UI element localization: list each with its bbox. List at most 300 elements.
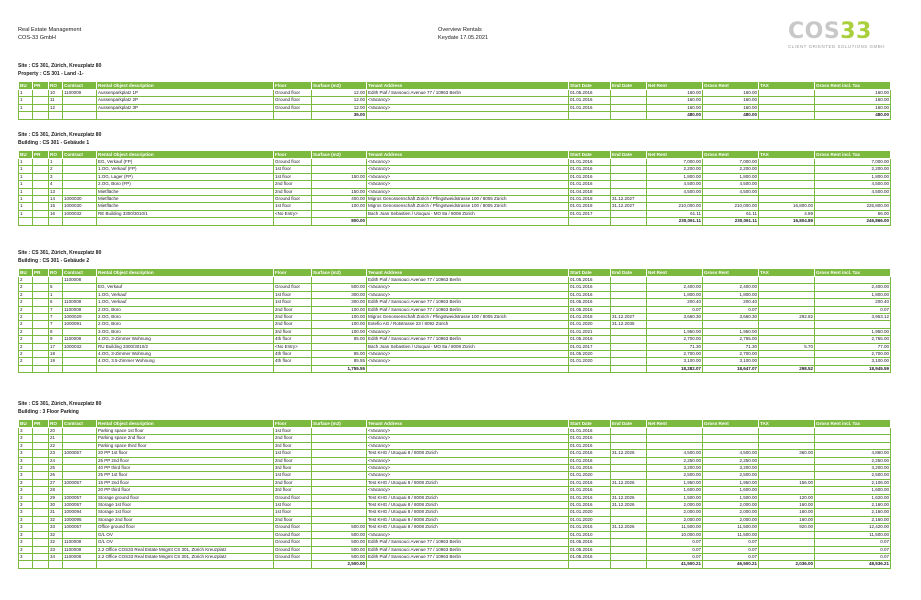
cell-description: 3.OG, Büro [97, 328, 274, 335]
cell-pr [33, 196, 49, 203]
cell-bu: 2 [19, 351, 33, 358]
cell-pr [33, 472, 49, 479]
column-header-ro: RO [49, 269, 63, 277]
cell-ro: 27 [49, 479, 63, 486]
column-header-net-rent: Net Rent [647, 82, 703, 90]
cell-ro: 32 [49, 539, 63, 546]
cell-tax [759, 472, 815, 479]
cell-gross-rent: 200.40 [703, 299, 759, 306]
cell-net-rent [647, 196, 703, 203]
cell-gross-rent: 2,250.00 [703, 457, 759, 464]
cell-gross-rent-incl-tax: 2,500.00 [815, 472, 891, 479]
cell-gross-rent-incl-tax: 1,620.00 [815, 494, 891, 501]
totals-row [19, 112, 891, 119]
cell-gross-rent-incl-tax: 4,500.00 [815, 188, 891, 195]
cell-tenant-address: Test KHG / Utoquai 8 / 8008 Zürich [367, 516, 569, 523]
cell-ro: 33 [49, 546, 63, 553]
cell-floor: Ground floor [274, 97, 312, 104]
cell-end-date [611, 277, 647, 284]
cell-net-rent: 4,500.00 [647, 181, 703, 188]
cell-end-date [611, 472, 647, 479]
cell-ro: 32 [49, 516, 63, 523]
total-start-date [569, 218, 611, 225]
cell-gross-rent-incl-tax: 66.00 [815, 210, 891, 217]
cell-description: G/L OV [97, 531, 274, 538]
section-sub: Building : 3 Floor Parking [18, 409, 79, 415]
cell-contract: 1100008 [63, 306, 97, 313]
cell-gross-rent: 2,200.00 [703, 166, 759, 173]
cell-ro: 30 [49, 502, 63, 509]
cell-tax: 920.00 [759, 524, 815, 531]
table-row [19, 343, 891, 350]
cell-description: Office ground floor [97, 524, 274, 531]
cell-ro: 10 [49, 90, 63, 97]
cell-floor: 4th floor [274, 351, 312, 358]
cell-surface: 300.00 [312, 299, 367, 306]
cell-contract [63, 181, 97, 188]
cell-contract [63, 291, 97, 298]
cell-end-date [611, 336, 647, 343]
cell-tax [759, 546, 815, 553]
cell-start-date: 01.01.2018 [569, 314, 611, 321]
cell-gross-rent-incl-tax: 2,160.00 [815, 516, 891, 523]
cell-tax [759, 173, 815, 180]
cell-surface: 100.00 [312, 328, 367, 335]
table-row [19, 166, 891, 173]
total-start-date [569, 365, 611, 372]
cell-ro: 29 [49, 494, 63, 501]
cell-gross-rent: 4,500.00 [703, 181, 759, 188]
total-tenant-address [367, 112, 569, 119]
cell-description: 2.OG, Büro [97, 314, 274, 321]
cell-surface [312, 450, 367, 457]
cell-net-rent: 71.30 [647, 343, 703, 350]
cell-gross-rent-incl-tax: 2,160.00 [815, 509, 891, 516]
cell-surface: 300.00 [312, 291, 367, 298]
cell-tenant-address: <Vacancy> [367, 173, 569, 180]
cell-start-date: 01.05.2016 [569, 90, 611, 97]
cell-tenant-address: Edith Piaf / Sansouci Avenue 77 / 10963 Berlin [367, 336, 569, 343]
cell-bu: 1 [19, 166, 33, 173]
column-header-contract: Contract [63, 151, 97, 159]
cell-description: Parking space third floor [97, 442, 274, 449]
cell-gross-rent-incl-tax: 1,600.00 [815, 487, 891, 494]
logo-text-a: COS [788, 19, 841, 44]
cell-floor: <No Entry> [274, 210, 312, 217]
column-header-description: Rental Object description [97, 82, 274, 90]
cell-tenant-address: Edith Piaf / Sansouci Avenue 77 / 10963 Berlin [367, 539, 569, 546]
cell-tenant-address: Test KHG / Utoquai 8 / 8008 Zürich [367, 502, 569, 509]
cell-net-rent: 3,660.30 [647, 314, 703, 321]
table-row [19, 299, 891, 306]
cell-gross-rent: 2,765.00 [703, 336, 759, 343]
cell-description: 15 PP 2nd floor [97, 479, 274, 486]
total-end-date [611, 112, 647, 119]
cell-contract [63, 472, 97, 479]
cell-description: 4.OG, 3.5-Zimmer Wohnung [97, 358, 274, 365]
cell-gross-rent: 160.00 [703, 97, 759, 104]
cell-contract: 1000029 [63, 314, 97, 321]
cell-surface: 100.00 [312, 321, 367, 328]
section-land [18, 62, 890, 120]
cell-tenant-address: <Vacancy> [367, 487, 569, 494]
cell-bu: 2 [19, 321, 33, 328]
company-line-1: Real Estate Management [18, 27, 82, 33]
cell-contract: 1000057 [63, 502, 97, 509]
table-row [19, 306, 891, 313]
cell-end-date [611, 428, 647, 435]
total-floor [274, 218, 312, 225]
rentals-table [18, 150, 890, 226]
cell-start-date: 01.01.2020 [569, 516, 611, 523]
table-row [19, 465, 891, 472]
cell-description: G/L OV [97, 539, 274, 546]
cell-contract [63, 159, 97, 166]
rentals-grid [18, 81, 891, 120]
total-gross-rent-incl-tax: 48,536.21 [815, 561, 891, 568]
cell-pr [33, 343, 49, 350]
cell-gross-rent: 1,500.00 [703, 494, 759, 501]
cell-net-rent: 2,000.00 [647, 509, 703, 516]
cell-tenant-address: Edith Piaf / Sansouci Avenue 77 / 10963 Berlin [367, 306, 569, 313]
column-header-end-date: End Date [611, 151, 647, 159]
cell-bu: 2 [19, 336, 33, 343]
cell-pr [33, 210, 49, 217]
company-line-2: COS-33 GmbH [18, 35, 56, 41]
column-header-description: Rental Object description [97, 269, 274, 277]
cell-bu: 3 [19, 487, 33, 494]
cell-gross-rent: 11,500.00 [703, 524, 759, 531]
cell-bu: 1 [19, 210, 33, 217]
cell-gross-rent: 160.00 [703, 90, 759, 97]
cell-tenant-address: <Vacancy> [367, 428, 569, 435]
rentals-table [18, 419, 890, 569]
cell-end-date [611, 173, 647, 180]
cell-floor: 1st floor [274, 299, 312, 306]
logo-wordmark [788, 21, 908, 43]
cell-start-date: 01.05.2016 [569, 539, 611, 546]
cell-tenant-address: <Vacancy> [367, 435, 569, 442]
total-ro [49, 218, 63, 225]
cell-tenant-address: <Vacancy> [367, 166, 569, 173]
cell-start-date: 01.05.2016 [569, 306, 611, 313]
cell-end-date [611, 181, 647, 188]
cell-pr [33, 553, 49, 560]
total-tax: 298.52 [759, 365, 815, 372]
cell-start-date: 01.01.2020 [569, 321, 611, 328]
cell-tenant-address: Bach Joan Sebastien / Utoquai - MO 8a / 8008 Zürich [367, 343, 569, 350]
cell-ro: 21 [49, 435, 63, 442]
cell-floor: 2nd floor [274, 181, 312, 188]
cell-bu: 2 [19, 277, 33, 284]
cell-floor: 2nd floor [274, 188, 312, 195]
cell-ro: 8 [49, 328, 63, 335]
cell-description: RU Building 3300/3010/2 [97, 343, 274, 350]
cell-surface: 150.00 [312, 173, 367, 180]
table-row [19, 159, 891, 166]
cell-gross-rent-incl-tax: 1,800.00 [815, 291, 891, 298]
cell-surface [312, 494, 367, 501]
cell-ro: 26 [49, 472, 63, 479]
cell-ro: 32 [49, 531, 63, 538]
cell-tenant-address: Test KHG / Utoquai 8 / 8008 Zürich [367, 524, 569, 531]
total-pr [33, 218, 49, 225]
cell-end-date: 31.12.2026 [611, 479, 647, 486]
cell-pr [33, 166, 49, 173]
section-building-1 [18, 131, 890, 226]
cell-description: EG, Verkauf [97, 284, 274, 291]
cell-tax: 292.82 [759, 314, 815, 321]
cell-bu: 1 [19, 203, 33, 210]
cell-bu: 2 [19, 358, 33, 365]
column-header-pr: PR [33, 151, 49, 159]
cell-pr [33, 428, 49, 435]
logo-tagline: CLIENT ORIENTED SOLUTIONS GMBH [788, 44, 885, 49]
total-end-date [611, 218, 647, 225]
cell-surface: 85.00 [312, 336, 367, 343]
cell-bu: 2 [19, 343, 33, 350]
cell-net-rent: 1,500.00 [647, 494, 703, 501]
cell-description: Mietfläche [97, 203, 274, 210]
cell-net-rent: 1,600.00 [647, 487, 703, 494]
cell-description: 20 PP third floor [97, 487, 274, 494]
cell-end-date [611, 291, 647, 298]
cell-ro: 4 [49, 181, 63, 188]
cell-tenant-address: <Vacancy> [367, 284, 569, 291]
cell-gross-rent-incl-tax: 3,953.12 [815, 314, 891, 321]
cell-description [97, 277, 274, 284]
cell-end-date [611, 351, 647, 358]
cell-end-date [611, 299, 647, 306]
cell-contract [63, 465, 97, 472]
table-row [19, 284, 891, 291]
table-header-row [19, 151, 891, 159]
cell-tax [759, 336, 815, 343]
cell-tenant-address: <Vacancy> [367, 457, 569, 464]
table-header-row [19, 420, 891, 428]
cell-contract [63, 166, 97, 173]
cell-net-rent: 0.07 [647, 546, 703, 553]
cell-end-date [611, 457, 647, 464]
cell-gross-rent-incl-tax: 3,100.00 [815, 358, 891, 365]
cell-net-rent: 2,500.00 [647, 472, 703, 479]
section-sub: Property : CS 301 - Land -1- [18, 71, 84, 77]
column-header-gross-rent: Gross Rent [703, 269, 759, 277]
cell-ro: 11 [49, 97, 63, 104]
cell-tax [759, 277, 815, 284]
cell-tax: 160.00 [759, 502, 815, 509]
cell-start-date: 01.01.2016 [569, 442, 611, 449]
cell-tenant-address: <Vacancy> [367, 159, 569, 166]
cell-tenant-address: Edith Piaf / Sansouci Avenue 77 / 10963 Berlin [367, 90, 569, 97]
report-keydate: Keydate 17.05.2021 [438, 35, 489, 41]
cell-bu: 3 [19, 494, 33, 501]
cell-description: Storage 2nd floor [97, 516, 274, 523]
table-row [19, 277, 891, 284]
cell-net-rent: 2,000.00 [647, 516, 703, 523]
cell-gross-rent: 7,000.00 [703, 159, 759, 166]
cell-net-rent: 0.07 [647, 306, 703, 313]
cell-tax [759, 188, 815, 195]
cell-ro: 25 [49, 465, 63, 472]
cell-tenant-address: <Vacancy> [367, 358, 569, 365]
cell-description: RE Building 3300/3010/1 [97, 210, 274, 217]
cell-pr [33, 291, 49, 298]
column-header-floor: Floor [274, 269, 312, 277]
cell-start-date: 01.01.2016 [569, 435, 611, 442]
cell-net-rent: 0.07 [647, 539, 703, 546]
cell-bu: 1 [19, 173, 33, 180]
cell-description: 2.OG, Büro [97, 306, 274, 313]
total-end-date [611, 365, 647, 372]
cell-net-rent: 2,700.00 [647, 336, 703, 343]
logo-text-b: 33 [840, 19, 872, 44]
cell-pr [33, 516, 49, 523]
cell-surface [312, 435, 367, 442]
table-row [19, 479, 891, 486]
total-net-rent: 480.00 [647, 112, 703, 119]
cell-end-date [611, 487, 647, 494]
cell-pr [33, 494, 49, 501]
cell-contract: 1000030 [63, 196, 97, 203]
column-header-gross-rent: Gross Rent [703, 151, 759, 159]
cell-end-date [611, 166, 647, 173]
cell-gross-rent: 160.00 [703, 104, 759, 111]
table-row [19, 351, 891, 358]
cell-tax [759, 291, 815, 298]
section-building-2 [18, 249, 890, 373]
cell-ro: 14 [49, 196, 63, 203]
column-header-gross-rent-incl-tax: Gross Rent incl. Tax [815, 151, 891, 159]
cell-net-rent [647, 428, 703, 435]
cell-net-rent: 3,200.00 [647, 465, 703, 472]
cell-end-date [611, 306, 647, 313]
cell-end-date: 31.12.2027 [611, 203, 647, 210]
cell-start-date: 01.05.2016 [569, 299, 611, 306]
cell-bu: 3 [19, 531, 33, 538]
cell-tax [759, 457, 815, 464]
cell-net-rent: 2,700.00 [647, 351, 703, 358]
table-row [19, 487, 891, 494]
cell-floor: 2nd floor [274, 516, 312, 523]
cell-pr [33, 314, 49, 321]
cell-contract: 1100009 [63, 90, 97, 97]
cell-pr [33, 465, 49, 472]
total-gross-rent-incl-tax: 480.00 [815, 112, 891, 119]
cell-floor: 2nd floor [274, 479, 312, 486]
total-surface: 2,500.00 [312, 561, 367, 568]
cell-start-date: 01.01.2016 [569, 284, 611, 291]
table-row [19, 336, 891, 343]
table-row [19, 494, 891, 501]
cell-end-date: 31.12.2027 [611, 314, 647, 321]
total-floor [274, 561, 312, 568]
table-row [19, 428, 891, 435]
cell-net-rent: 210,000.00 [647, 203, 703, 210]
column-header-ro: RO [49, 151, 63, 159]
section-sub: Building : CS 301 - Gebäude 2 [18, 258, 90, 264]
cell-surface: 100.00 [312, 306, 367, 313]
cell-floor: 1st floor [274, 173, 312, 180]
cell-gross-rent-incl-tax: 160.00 [815, 90, 891, 97]
cell-surface [312, 479, 367, 486]
table-row [19, 90, 891, 97]
cell-ro: 17 [49, 343, 63, 350]
cell-net-rent: 2,250.00 [647, 457, 703, 464]
cell-ro: 20 [49, 428, 63, 435]
report-header [438, 26, 488, 42]
cell-contract [63, 104, 97, 111]
cell-start-date: 01.01.2016 [569, 97, 611, 104]
cell-bu: 1 [19, 196, 33, 203]
cell-ro: 33 [49, 524, 63, 531]
table-row [19, 531, 891, 538]
table-row [19, 291, 891, 298]
cell-start-date: 01.01.2020 [569, 509, 611, 516]
cell-floor: 1st floor [274, 502, 312, 509]
cell-tax [759, 539, 815, 546]
column-header-contract: Contract [63, 269, 97, 277]
company-header [18, 26, 81, 42]
cell-tenant-address: <Vacancy> [367, 328, 569, 335]
cell-gross-rent-incl-tax: 4,500.00 [815, 181, 891, 188]
cell-pr [33, 531, 49, 538]
cell-net-rent [647, 321, 703, 328]
cell-tax: 120.00 [759, 494, 815, 501]
column-header-gross-rent: Gross Rent [703, 82, 759, 90]
section-site: Site : CS 301, Zürich, Kreuzplatz 80 [18, 250, 102, 256]
cell-surface [312, 181, 367, 188]
cell-tax: 16,800.00 [759, 203, 815, 210]
cell-bu: 1 [19, 104, 33, 111]
cell-tenant-address: <Vacancy> [367, 188, 569, 195]
cell-floor: Ground floor [274, 90, 312, 97]
cell-gross-rent-incl-tax: 2,765.00 [815, 336, 891, 343]
cell-ro: 23 [49, 450, 63, 457]
total-tax: 16,804.89 [759, 218, 815, 225]
total-bu [19, 112, 33, 119]
cell-pr [33, 435, 49, 442]
cell-tax: 5.70 [759, 343, 815, 350]
cell-tenant-address: Test KHG / Utoquai 8 / 8008 Zürich [367, 479, 569, 486]
cell-bu: 2 [19, 306, 33, 313]
total-tenant-address [367, 218, 569, 225]
cell-gross-rent [703, 321, 759, 328]
cell-surface [312, 428, 367, 435]
column-header-surface: Surface (m2) [312, 82, 367, 90]
column-header-pr: PR [33, 269, 49, 277]
cell-contract: 1000094 [63, 509, 97, 516]
cell-ro [49, 277, 63, 284]
total-gross-rent: 230,061.11 [703, 218, 759, 225]
cell-gross-rent [703, 442, 759, 449]
rentals-grid [18, 419, 891, 569]
cell-contract [63, 442, 97, 449]
cell-floor: Ground floor [274, 104, 312, 111]
rentals-table [18, 268, 890, 373]
column-header-tenant-address: Tenant Address [367, 269, 569, 277]
cell-start-date: 01.04.2018 [569, 188, 611, 195]
cell-surface: 85.00 [312, 351, 367, 358]
cell-net-rent: 2,400.00 [647, 284, 703, 291]
cell-bu: 3 [19, 472, 33, 479]
cell-description: Storage 1st floor [97, 509, 274, 516]
total-gross-rent-incl-tax: 246,866.00 [815, 218, 891, 225]
cell-contract: 1000057 [63, 494, 97, 501]
cell-contract: 1000030 [63, 203, 97, 210]
cell-pr [33, 188, 49, 195]
cell-net-rent: 1,950.00 [647, 328, 703, 335]
